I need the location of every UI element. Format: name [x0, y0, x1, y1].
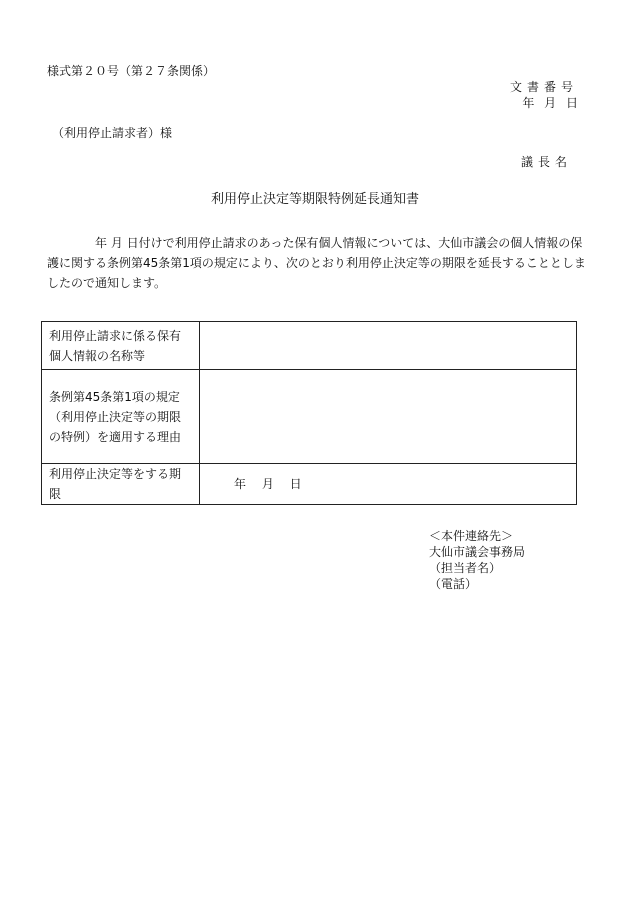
row-value-reason [200, 370, 577, 464]
document-date-label: 年 月 日 [522, 96, 578, 110]
row-value-info-name [200, 322, 577, 370]
table-row [42, 370, 577, 464]
body-paragraph: 年 月 日付けで利用停止請求のあった保有個人情報については、大仙市議会の個人情報の保護に関する条例第45条第1項の規定により、次のとおり利用停止決定等の期限を延長することとしましたので通知します。 [47, 236, 586, 290]
sender-line: 議長名 [520, 155, 572, 169]
contact-office: 大仙市議会事務局 [429, 545, 526, 559]
contact-person: （担当者名） [429, 561, 502, 575]
table-row [42, 322, 577, 370]
contact-heading: ＜本件連絡先＞ [429, 529, 514, 543]
row-label-reason: 条例第45条第1項の規定（利用停止決定等の期限の特例）を適用する理由 [42, 370, 200, 464]
form-number: 様式第２０号（第２７条関係） [47, 64, 216, 78]
row-label-deadline: 利用停止決定等をする期限 [42, 464, 200, 505]
row-label-info-name: 利用停止請求に係る保有個人情報の名称等 [42, 322, 200, 370]
recipient-line: （利用停止請求者）様 [52, 126, 173, 140]
row-value-deadline: 年 月 日 [200, 464, 577, 505]
info-table [41, 321, 577, 505]
contact-phone: （電話） [429, 577, 478, 591]
contact-block [429, 528, 525, 592]
table-row [42, 464, 577, 505]
document-number-label: 文書番号 [509, 80, 578, 94]
document-title: 利用停止決定等期限特例延長通知書 [210, 192, 419, 207]
